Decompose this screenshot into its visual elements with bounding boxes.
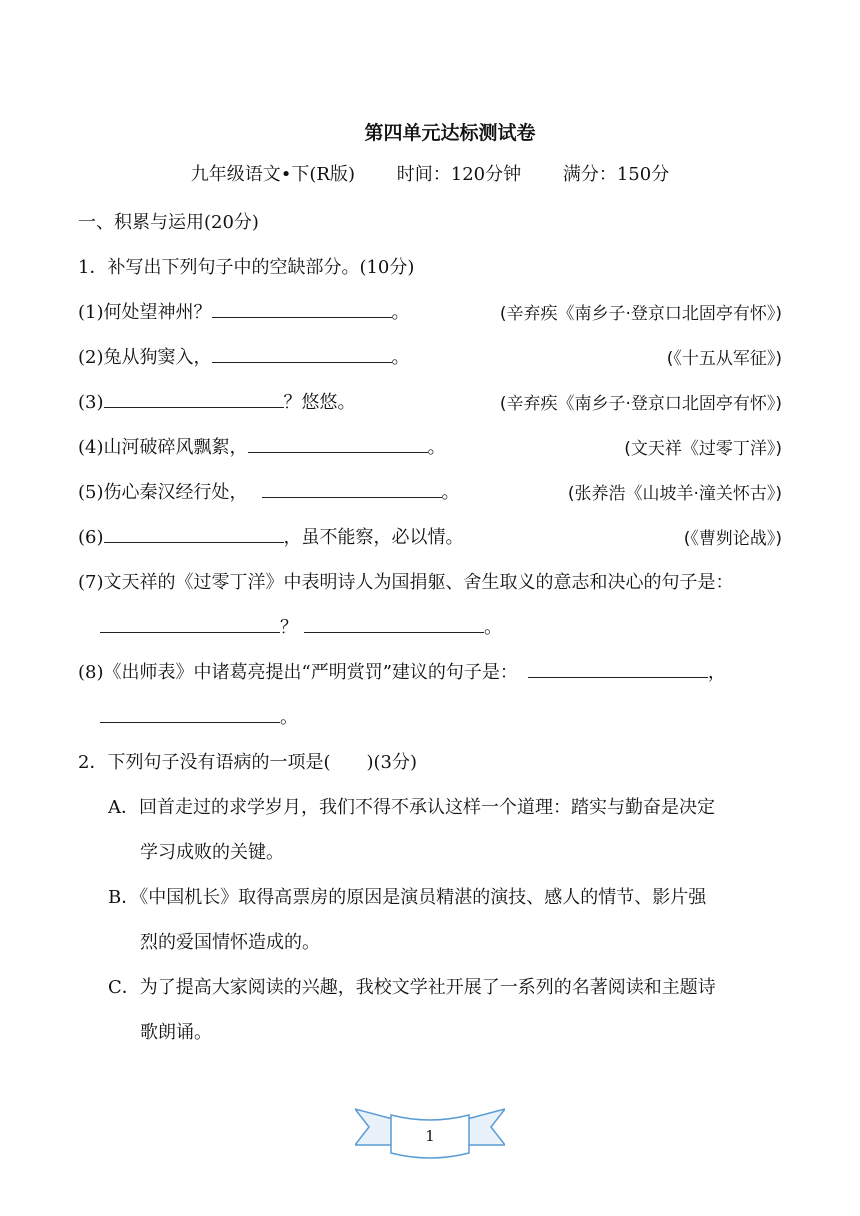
time-label: 时间：120分钟 — [396, 164, 522, 185]
page-number: 1 — [425, 1127, 435, 1145]
q1-item-6-end: ，虽不能察，必以情。 — [283, 527, 464, 548]
q1-item-3-text: (3) — [78, 392, 104, 413]
q1-item-3-source: (辛弃疾《南乡子·登京口北固亭有怀》) — [499, 394, 782, 414]
answer-blank[interactable] — [528, 661, 708, 678]
q1-item-4-end: 。 — [427, 437, 446, 458]
q1-item-1-text: (1)何处望神州？ — [78, 302, 212, 323]
q1-item-6 — [78, 523, 464, 549]
q1-item-8-answer — [100, 703, 298, 729]
q1-item-8-mid: ， — [707, 662, 726, 683]
q1-item-7-answers — [100, 613, 502, 639]
q1-item-7-end: 。 — [484, 617, 502, 638]
option-a-line2[interactable]: 学习成败的关键。 — [140, 842, 284, 863]
q1-item-7-mid: ？ — [280, 617, 298, 638]
grade-label: 九年级语文•下(R版) — [190, 164, 356, 185]
q1-item-6-text: (6) — [78, 527, 104, 548]
q1-item-8 — [78, 658, 726, 684]
q1-item-2-text: (2)兔从狗窦入， — [78, 347, 212, 368]
q1-item-8-text: (8)《出师表》中诸葛亮提出“严明赏罚”建议的句子是： — [78, 662, 518, 683]
page-title: 第四单元达标测试卷 — [364, 122, 536, 144]
answer-blank[interactable] — [100, 616, 280, 633]
q1-item-4-text: (4)山河破碎风飘絮， — [78, 437, 248, 458]
answer-blank[interactable] — [212, 346, 392, 363]
q1-item-3-end: ？悠悠。 — [283, 392, 356, 413]
answer-blank[interactable] — [100, 706, 280, 723]
page-number-badge — [355, 1105, 505, 1165]
option-b-line1[interactable]: B．《中国机长》取得高票房的原因是演员精湛的演技、感人的情节、影片强 — [108, 887, 707, 908]
q1-item-6-source: (《曹刿论战》) — [683, 529, 782, 549]
q1-item-5 — [78, 478, 460, 504]
question-1-prompt: 1．补写出下列句子中的空缺部分。(10分) — [78, 257, 415, 278]
q1-item-4 — [78, 433, 446, 459]
q1-item-5-end: 。 — [441, 482, 460, 503]
answer-blank[interactable] — [104, 526, 284, 543]
q1-item-2 — [78, 343, 410, 369]
q1-item-3 — [78, 388, 356, 414]
question-2-prompt: 2．下列句子没有语病的一项是( )(3分) — [78, 752, 417, 773]
answer-blank[interactable] — [212, 301, 392, 318]
q1-item-8-end: 。 — [280, 707, 298, 728]
answer-blank[interactable] — [104, 391, 284, 408]
section-heading: 一、积累与运用(20分) — [78, 212, 259, 233]
q1-item-2-source: (《十五从军征》) — [666, 349, 782, 369]
option-c-line2[interactable]: 歌朗诵。 — [140, 1022, 212, 1043]
q1-item-1 — [78, 298, 410, 324]
q1-item-7: (7)文天祥的《过零丁洋》中表明诗人为国捐躯、舍生取义的意志和决心的句子是： — [78, 572, 734, 593]
q1-item-5-text: (5)伤心秦汉经行处， — [78, 482, 248, 503]
answer-blank[interactable] — [304, 616, 484, 633]
exam-meta — [0, 160, 860, 186]
q1-item-4-source: (文天祥《过零丁洋》) — [624, 439, 782, 459]
q1-item-1-end: 。 — [391, 302, 410, 323]
score-label: 满分：150分 — [562, 164, 670, 185]
option-a-line1[interactable]: A．回首走过的求学岁月，我们不得不承认这样一个道理：踏实与勤奋是决定 — [108, 797, 715, 818]
answer-blank[interactable] — [248, 436, 428, 453]
answer-blank[interactable] — [262, 481, 442, 498]
q1-item-1-source: (辛弃疾《南乡子·登京口北固亭有怀》) — [499, 304, 782, 324]
q1-item-5-source: (张养浩《山坡羊·潼关怀古》) — [567, 484, 782, 504]
option-c-line1[interactable]: C．为了提高大家阅读的兴趣，我校文学社开展了一系列的名著阅读和主题诗 — [108, 977, 716, 998]
q1-item-2-end: 。 — [391, 347, 410, 368]
option-b-line2[interactable]: 烈的爱国情怀造成的。 — [140, 932, 320, 953]
